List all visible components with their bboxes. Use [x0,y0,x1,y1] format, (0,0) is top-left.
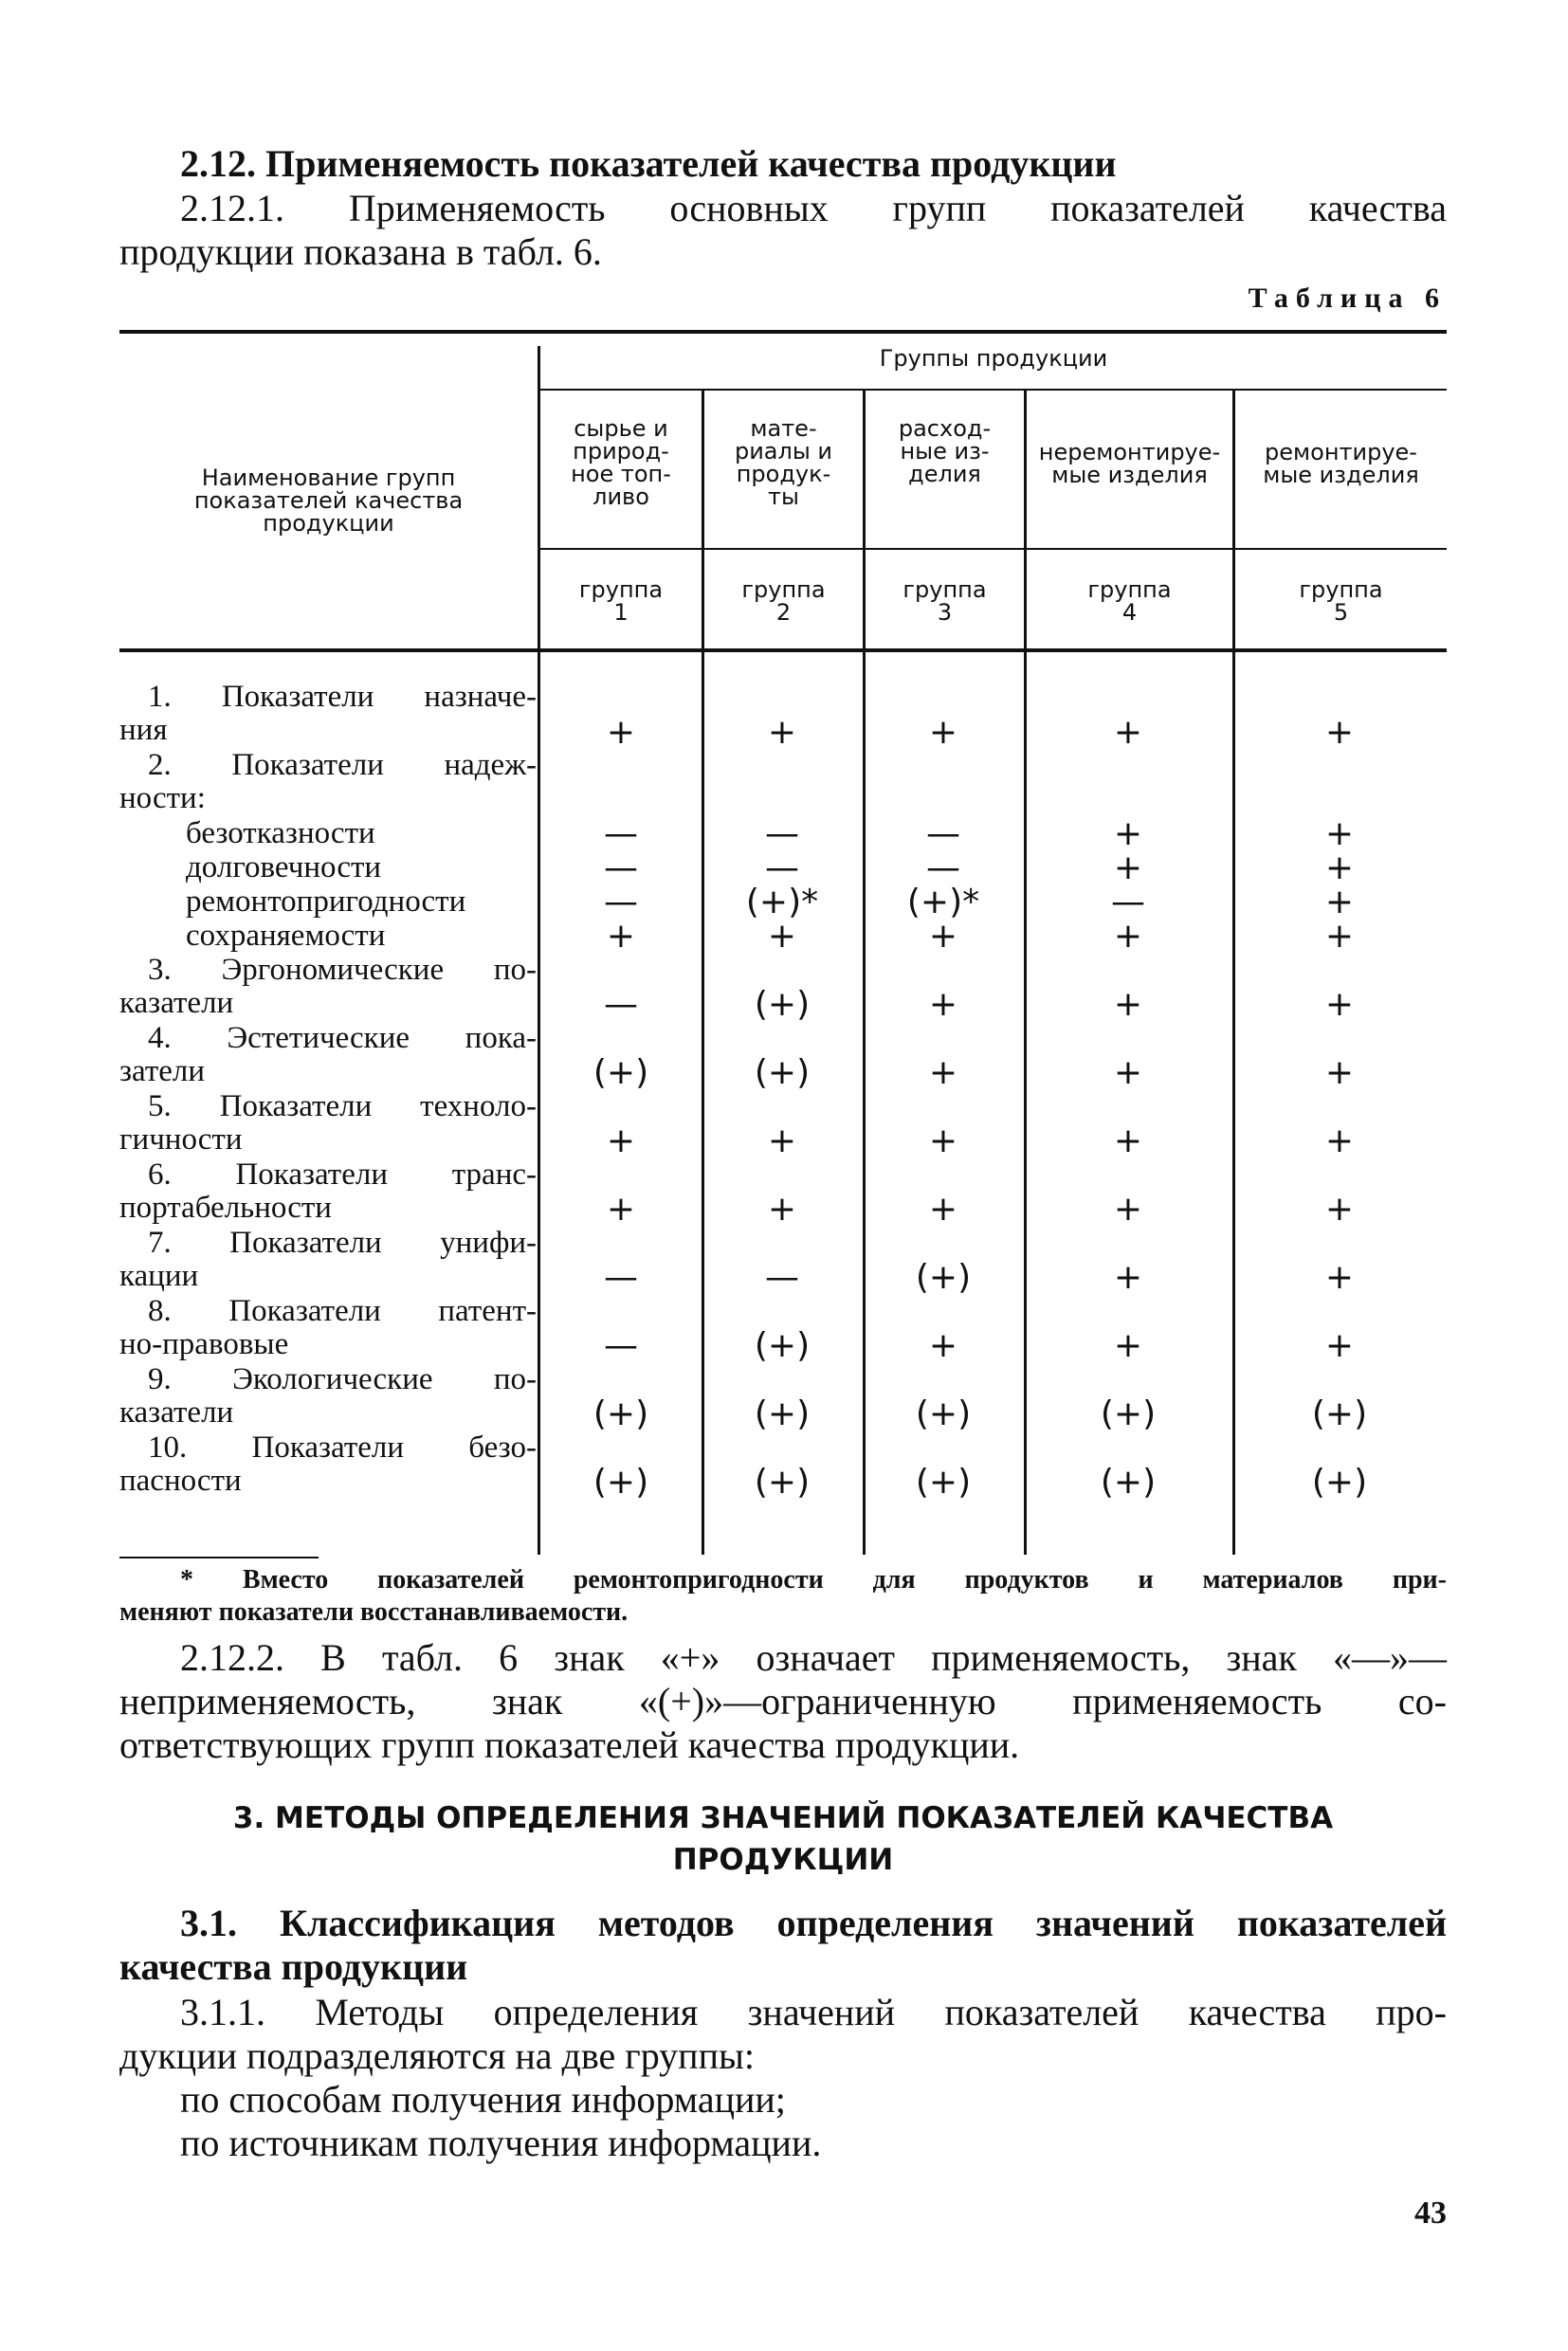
row-label-line: 6. Показатели транс- [148,1157,537,1192]
group-label-line: группа [903,576,987,603]
table-row-label-3 [186,817,537,850]
table-cell: — [604,1258,638,1297]
column-name-line: сырье и [574,415,668,442]
table-cell: + [928,1326,958,1365]
table-cell: (+) [754,985,811,1024]
para-3-1-1-line-1: 3.1.1. Методы определения значений показателей качества про- [180,1991,1447,2033]
table-cell: (+) [754,1326,811,1365]
table-cell: + [928,713,958,752]
table-cell: — [926,848,960,887]
table-label: Таблица 6 [1248,282,1447,314]
table-row-label-4 [186,851,537,884]
table-cell: (+) [1311,1394,1368,1433]
column-name-line: мые изделия [1263,462,1419,488]
table-cell: + [1113,713,1143,752]
group-label-2 [704,578,863,624]
row-label-line: долговечности [186,850,382,884]
header-bottom-rule [119,648,1447,652]
table-cell: + [1113,814,1143,853]
para-2-12-1-line-1: 2.12.1. Применяемость основных групп показателей качества [180,187,1447,229]
page-number: 43 [1414,2196,1447,2231]
table-vline-1 [702,391,704,1555]
footnote-line-1: * Вместо показателей ремонтопригодности для продуктов и материалов при- [180,1565,1447,1595]
table-cell: + [1324,1190,1355,1229]
heading-3-1-line-1: 3.1. Классификация методов определения значений показателей [180,1902,1447,1944]
column-name-4 [1027,441,1232,486]
table-row-label-8 [119,1022,537,1088]
list-item: по источникам получения информации. [180,2122,822,2164]
table-cell: + [1113,985,1143,1024]
row-label-line: казатели [119,986,234,1020]
group-label-5 [1235,578,1447,624]
table-cell: + [928,1190,958,1229]
table-cell: (+) [915,1394,972,1433]
row-label-line: ния [119,713,168,747]
table-row-label-14 [119,1431,537,1498]
group-label-line: 5 [1333,599,1349,626]
table-vline-3 [1024,391,1027,1555]
table-row-label-9 [119,1090,537,1157]
table-cell: (+) [754,1394,811,1433]
table-cell: + [928,1121,958,1160]
group-label-line: 3 [937,599,953,626]
table-row-label-1 [119,681,537,747]
group-label-line: 4 [1121,599,1138,626]
group-label-line: 2 [775,599,792,626]
table-cell: + [928,985,958,1024]
table-cell: + [606,917,636,956]
table-cell: (+) [915,1463,972,1502]
column-name-line: ливо [593,483,649,510]
table-cell: — [604,985,638,1024]
table-cell: + [1324,814,1355,853]
column-name-2 [704,417,863,508]
column-name-5 [1235,441,1447,486]
table-cell: — [765,1258,799,1297]
table-cell: + [1324,1258,1355,1297]
table-vline-2 [863,391,866,1555]
group-label-3 [866,578,1024,624]
para-2-12-2-line-3: ответствующих групп показателей качества продукции. [119,1723,1020,1766]
row-label-line: 3. Эргономические по- [148,953,537,987]
table-row-label-7 [119,954,537,1020]
table-cell: + [1113,917,1143,956]
table-cell: + [1113,1190,1143,1229]
heading-3-1-line-2: качества продукции [119,1945,468,1988]
table-cell: — [926,814,960,853]
para-2-12-2-line-1: 2.12.2. В табл. 6 знак «+» означает применяемость, знак «—»— [180,1636,1447,1679]
row-label-line: кации [119,1259,199,1293]
table-vline-0 [538,346,540,1555]
group-label-4 [1027,578,1232,624]
column-name-line: природ- [573,438,669,465]
column-name-line: ное топ- [571,461,671,487]
para-3-1-1-line-2: дукции подразделяются на две группы: [119,2034,755,2077]
table-cell: + [1113,1121,1143,1160]
table-cell: — [604,883,638,921]
table-cell: — [1111,883,1145,921]
column-name-line: ты [768,483,799,510]
table-cell: + [1324,1053,1355,1092]
table-row-label-12 [119,1295,537,1361]
list-item: по способам получения информации; [180,2078,786,2121]
table-cell: (+) [593,1394,649,1433]
name-header-line: показателей качества [193,487,464,514]
table-cell: + [767,1121,797,1160]
table-row-label-2 [119,749,537,815]
table-row-label-6 [186,920,537,953]
group-label-1 [540,578,702,624]
row-label-line: ремонтопригодности [186,884,466,919]
row-label-line: 8. Показатели патент- [148,1294,537,1328]
column-name-3 [866,417,1024,485]
section-3-title-line-1: 3. МЕТОДЫ ОПРЕДЕЛЕНИЯ ЗНАЧЕНИЙ ПОКАЗАТЕЛЕЙ КАЧЕСТВА [232,1801,1334,1835]
column-name-1 [540,417,702,508]
table-cell: — [604,814,638,853]
table-cell: (+) [754,1053,811,1092]
footnote-line-2: меняют показатели восстанавливаемости. [119,1597,629,1627]
name-header-line: Наименование групп [201,465,456,491]
row-label-line: 2. Показатели надеж- [148,748,537,782]
row-label-line: 7. Показатели унифи- [148,1226,537,1260]
column-name-line: продук- [736,461,831,487]
table-cell: + [1324,883,1355,921]
row-label-line: ности: [119,781,206,815]
table-cell: (+) [1100,1463,1157,1502]
row-label-line: 5. Показатели техноло- [148,1089,537,1123]
table-cell: + [606,1121,636,1160]
row-label-line: казатели [119,1395,234,1430]
table-cell: (+) [754,1463,811,1502]
table-cell: + [928,917,958,956]
table-row-label-10 [119,1158,537,1225]
table-cell: — [765,814,799,853]
table-cell: + [1324,917,1355,956]
footnote-rule [119,1557,319,1558]
table-top-rule [119,330,1447,334]
table-cell: (+)* [745,883,819,921]
column-name-line: делия [908,461,981,487]
table-cell: + [1113,1053,1143,1092]
para-2-12-2-line-2: неприменяемость, знак «(+)»—ограниченную применяемость со- [119,1680,1447,1722]
row-label-line: гичности [119,1122,243,1157]
table-cell: (+) [915,1258,972,1297]
table-cell: (+) [593,1053,649,1092]
table-vline-4 [1232,391,1235,1555]
column-name-line: ные из- [900,438,990,465]
table-cell: + [767,1190,797,1229]
row-label-line: 9. Экологические по- [148,1362,537,1396]
row-label-line: 1. Показатели назначе- [148,680,537,714]
table-cell: — [765,848,799,887]
table-cell: (+)* [906,883,980,921]
table-cell: (+) [593,1463,649,1502]
row-label-line: безотказности [186,816,375,850]
group-label-line: группа [578,576,664,603]
heading-2-12: 2.12. Применяемость показателей качества продукции [180,142,1117,185]
table-cell: + [767,917,797,956]
table-cell: — [604,1326,638,1365]
table-cell: + [1324,848,1355,887]
table-cell: + [1113,1326,1143,1365]
table-row-label-5 [186,885,537,919]
table-cell: + [606,1190,636,1229]
table-cell: + [1324,713,1355,752]
row-label-line: но-правовые [119,1327,289,1361]
table-cell: (+) [1100,1394,1157,1433]
column-name-line: мые изделия [1051,462,1208,488]
column-name-line: расход- [898,415,992,442]
table-cell: (+) [1311,1463,1368,1502]
table-cell: + [606,713,636,752]
name-header [119,466,538,535]
table-row-label-11 [119,1227,537,1293]
row-label-line: портабельности [119,1191,332,1225]
name-header-line: продукции [263,510,394,537]
table-cell: + [1324,1326,1355,1365]
groups-header-rule [539,389,1447,391]
column-name-line: мате- [750,415,817,442]
section-3-title-line-2: ПРОДУКЦИИ [672,1843,894,1877]
table-cell: + [1113,848,1143,887]
group-label-line: группа [741,576,826,603]
table-cell: + [928,1053,958,1092]
group-label-line: группа [1087,576,1172,603]
table-cell: + [767,713,797,752]
table-cell: + [1113,1258,1143,1297]
row-label-line: 10. Показатели безо- [148,1431,537,1465]
colnames-rule [539,548,1447,550]
row-label-line: сохраняемости [186,919,386,953]
groups-header: Группы продукции [879,345,1108,372]
column-name-line: неремонтируе- [1038,439,1221,465]
table-cell: + [1324,985,1355,1024]
column-name-line: риалы и [734,438,833,465]
group-label-line: 1 [613,599,629,626]
column-name-line: ремонтируе- [1265,439,1417,465]
group-label-line: группа [1299,576,1383,603]
para-2-12-1-line-2: продукции показана в табл. 6. [119,230,602,273]
table-row-label-13 [119,1363,537,1430]
row-label-line: пасности [119,1464,242,1498]
row-label-line: 4. Эстетические пока- [148,1021,537,1055]
table-cell: — [604,848,638,887]
row-label-line: затели [119,1054,206,1088]
table-cell: + [1324,1121,1355,1160]
